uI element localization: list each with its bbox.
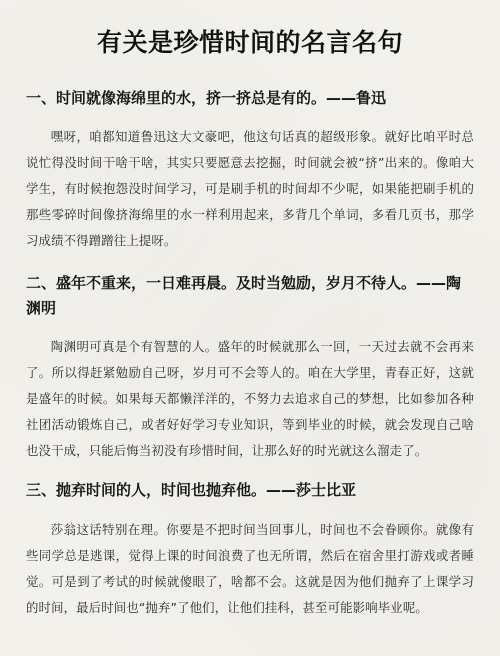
section-heading: 二、盛年不重来，一日难再晨。及时当勉励，岁月不待人。——陶渊明 <box>26 274 462 317</box>
page-title: 有关是珍惜时间的名言名句 <box>96 28 403 57</box>
section-lu-xun <box>26 86 474 254</box>
section-paragraph: 莎翁这话特别在理。你要是不把时间当回事儿，时间也不会眷顾你。就像有些同学总是逃课，觉得上课的时间浪费了也无所谓，然后在宿舍里打游戏或者睡觉。可是到了考试的时候就傻眼了，啥都不会。这就是因为他们抛弃了上课学习的时间，最后时间也“抛弃”了他们，让他们挂科，甚至可能影响毕业呢。 <box>26 522 474 615</box>
section-paragraph: 嘿呀，咱都知道鲁迅这大文豪吧，他这句话真的超级形象。就好比咱平时总说忙得没时间干啥干啥，其实只要愿意去挖掘，时间就会被“挤”出来的。像咱大学生，有时候抱怨没时间学习，可是刷手机的时间却不少呢，如果能把刷手机的那些零碎时间像挤海绵里的水一样利用起来，多背几个单词，多看几页书，那学习成绩不得蹭蹭往上提呀。 <box>26 129 474 248</box>
section-heading: 三、抛弃时间的人，时间也抛弃他。——莎士比亚 <box>26 481 357 499</box>
section-paragraph: 陶渊明可真是个有智慧的人。盛年的时候就那么一回，一天过去就不会再来了。所以得赶紧勉励自己呀，岁月可不会等人的。咱在大学里，青春正好，这就是盛年的时候。如果每天都懒洋洋的，不努力去追求自己的梦想，比如参加各种社团活动锻炼自己，或者好好学习专业知识，等到毕业的时候，就会发现自己啥也没干成，只能后悔当初没有珍惜时间，让那么好的时光就这么溜走了。 <box>26 339 474 458</box>
section-heading: 一、时间就像海绵里的水，挤一挤总是有的。——鲁迅 <box>26 89 387 107</box>
section-tao-yuanming <box>26 271 474 464</box>
section-shakespeare <box>26 478 474 621</box>
